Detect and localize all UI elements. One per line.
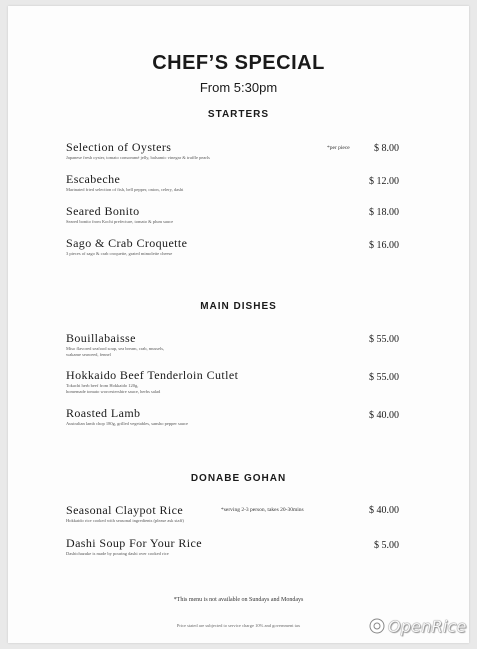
item-name: Seared Bonito	[66, 204, 140, 218]
item-price: $ 55.00	[369, 372, 399, 383]
item-price: $ 16.00	[369, 240, 399, 251]
item-description: Miso flavored seafood soup, sea bream, crab, mussels,	[66, 346, 165, 351]
item-description: homemade tomato worcestershire sauce, herbs salad	[66, 389, 161, 394]
item-description: Marinated fried selection of fish, bell pepper, onion, celery, dashi	[66, 187, 184, 192]
item-note: *serving 2-3 person, takes 20-30mins	[221, 507, 304, 513]
item-description: Dashichazuke is made by pouring dashi over cooked rice	[66, 551, 169, 556]
section-heading-donabe-gohan: DONABE GOHAN	[190, 473, 287, 484]
tax-note: Price stated are subjected to service charge 10% and government tax	[176, 623, 301, 628]
item-price: $ 8.00	[374, 143, 399, 154]
openrice-watermark	[368, 614, 472, 638]
menu-title: CHEF’S SPECIAL	[152, 52, 325, 74]
item-description: Tokachi herb beef from Hokkaido 120g,	[66, 383, 139, 388]
section-heading-starters: STARTERS	[207, 109, 270, 120]
item-name: Hokkaido Beef Tenderloin Cutlet	[66, 368, 239, 382]
item-name: Escabeche	[66, 172, 121, 186]
openrice-logo-icon	[368, 617, 386, 635]
item-description: Hokkaido rice cooked with seasonal ingredients (please ask staff)	[66, 518, 184, 523]
item-note: *per piece	[327, 145, 350, 151]
item-description: Japanese fresh oyster, tomato consommé jelly, balsamic vinegar & truffle pearls	[66, 155, 210, 160]
item-price: $ 40.00	[369, 505, 399, 516]
item-name: Seasonal Claypot Rice	[66, 503, 184, 517]
watermark-text: OpenRice	[388, 616, 467, 636]
menu-page	[8, 6, 469, 643]
item-price: $ 12.00	[369, 176, 399, 187]
item-price: $ 40.00	[369, 410, 399, 421]
item-description: Australian lamb chop 180g, grilled vegetables, sansho pepper sauce	[66, 421, 188, 426]
section-heading-main-dishes: MAIN DISHES	[200, 301, 277, 312]
item-price: $ 18.00	[369, 207, 399, 218]
item-name: Bouillabaisse	[66, 331, 136, 345]
item-name: Sago & Crab Croquette	[66, 236, 188, 250]
item-description: wakame seaweed, fennel	[66, 352, 111, 357]
item-name: Roasted Lamb	[66, 406, 141, 420]
item-description: 3 pieces of sago & crab croquette, grated mimolette cheese	[66, 251, 173, 256]
item-name: Selection of Oysters	[66, 140, 172, 154]
availability-note: *This menu is not available on Sundays and Mondays	[173, 597, 304, 603]
item-name: Dashi Soup For Your Rice	[66, 536, 202, 550]
item-price: $ 55.00	[369, 334, 399, 345]
item-description: Seared bonito from Kochi prefecture, tomato & plum sauce	[66, 219, 174, 224]
item-price: $ 5.00	[374, 540, 399, 551]
menu-subtitle: From 5:30pm	[199, 80, 278, 95]
